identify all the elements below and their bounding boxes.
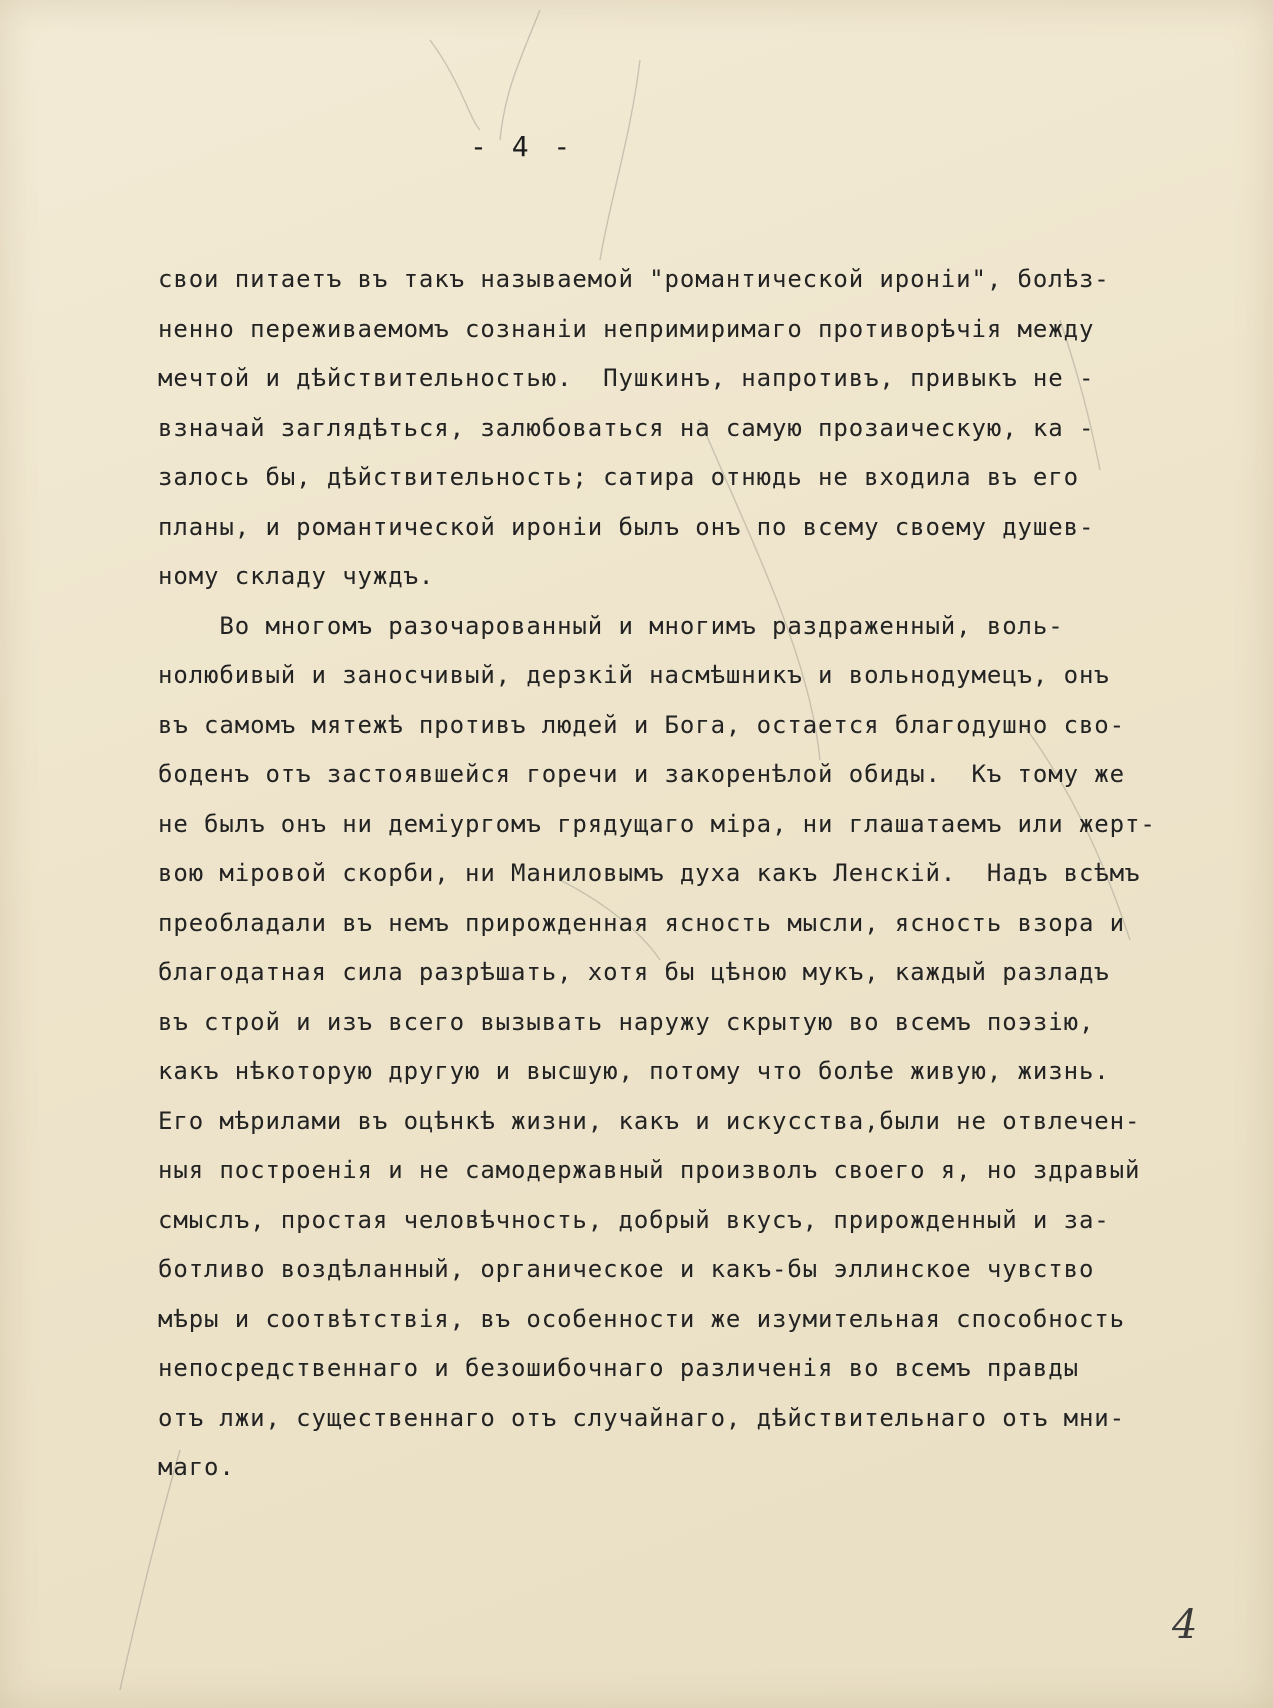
text-line: свои питаетъ въ такъ называемой "романтической ироніи", болѣз- bbox=[158, 265, 1110, 293]
text-line: ныя построенія и не самодержавный произволъ своего я, но здравый bbox=[158, 1156, 1141, 1184]
text-line: мечтой и дѣйствительностью. Пушкинъ, напротивъ, привыкъ не - bbox=[158, 364, 1095, 392]
text-line: Его мѣрилами въ оцѣнкѣ жизни, какъ и искусства,были не отвлечен- bbox=[158, 1106, 1141, 1135]
text-line: взначай заглядѣться, залюбоваться на самую прозаическую, ка - bbox=[158, 413, 1095, 442]
text-line: Во многомъ разочарованный и многимъ раздраженный, воль- bbox=[158, 611, 1064, 640]
body-text bbox=[158, 255, 1238, 1493]
text-line: залось бы, дѣйствительность; сатира отнюдь не входила въ его bbox=[158, 463, 1079, 491]
text-line: какъ нѣкоторую другую и высшую, потому что болѣе живую, жизнь. bbox=[158, 1057, 1110, 1085]
text-line: нолюбивый и заносчивый, дерзкій насмѣшникъ и вольнодумецъ, онъ bbox=[158, 661, 1110, 689]
text-line: отъ лжи, существеннаго отъ случайнаго, дѣйствительнаго отъ мни- bbox=[158, 1403, 1126, 1432]
text-line: планы, и романтической ироніи былъ онъ по всему своему душев- bbox=[158, 512, 1095, 541]
text-line: маго. bbox=[158, 1453, 235, 1481]
text-line: непосредственнаго и безошибочнаго различенія во всемъ правды bbox=[158, 1354, 1079, 1382]
text-line: въ самомъ мятежѣ противъ людей и Бога, остается благодушно сво- bbox=[158, 710, 1126, 739]
text-line: не былъ онъ ни деміургомъ грядущаго міра, ни глашатаемъ или жерт- bbox=[158, 809, 1156, 838]
text-line: ненно переживаемомъ сознаніи непримиримаго противорѣчія между bbox=[158, 314, 1095, 343]
text-line: мѣры и соотвѣтствія, въ особенности же изумительная способность bbox=[158, 1304, 1126, 1333]
text-line: ботливо воздѣланный, органическое и какъ-бы эллинское чувство bbox=[158, 1255, 1095, 1283]
handwritten-page-number: 4 bbox=[1172, 1602, 1198, 1648]
text-line: благодатная сила разрѣшать, хотя бы цѣною мукъ, каждый разладъ bbox=[158, 958, 1110, 986]
text-line: въ строй и изъ всего вызывать наружу скрытую во всемъ поэзію, bbox=[158, 1007, 1095, 1036]
text-line: ному складу чуждъ. bbox=[158, 562, 435, 590]
text-line: боденъ отъ застоявшейся горечи и закоренѣлой обиды. Къ тому же bbox=[158, 760, 1126, 788]
text-line: смыслъ, простая человѣчность, добрый вкусъ, прирожденный и за- bbox=[158, 1205, 1110, 1234]
text-line: преобладали въ немъ прирожденная ясность мысли, ясность взора и bbox=[158, 908, 1126, 937]
text-line: вою міровой скорби, ни Маниловымъ духа какъ Ленскій. Надъ всѣмъ bbox=[158, 859, 1141, 887]
page-number: - 4 - bbox=[470, 130, 575, 163]
